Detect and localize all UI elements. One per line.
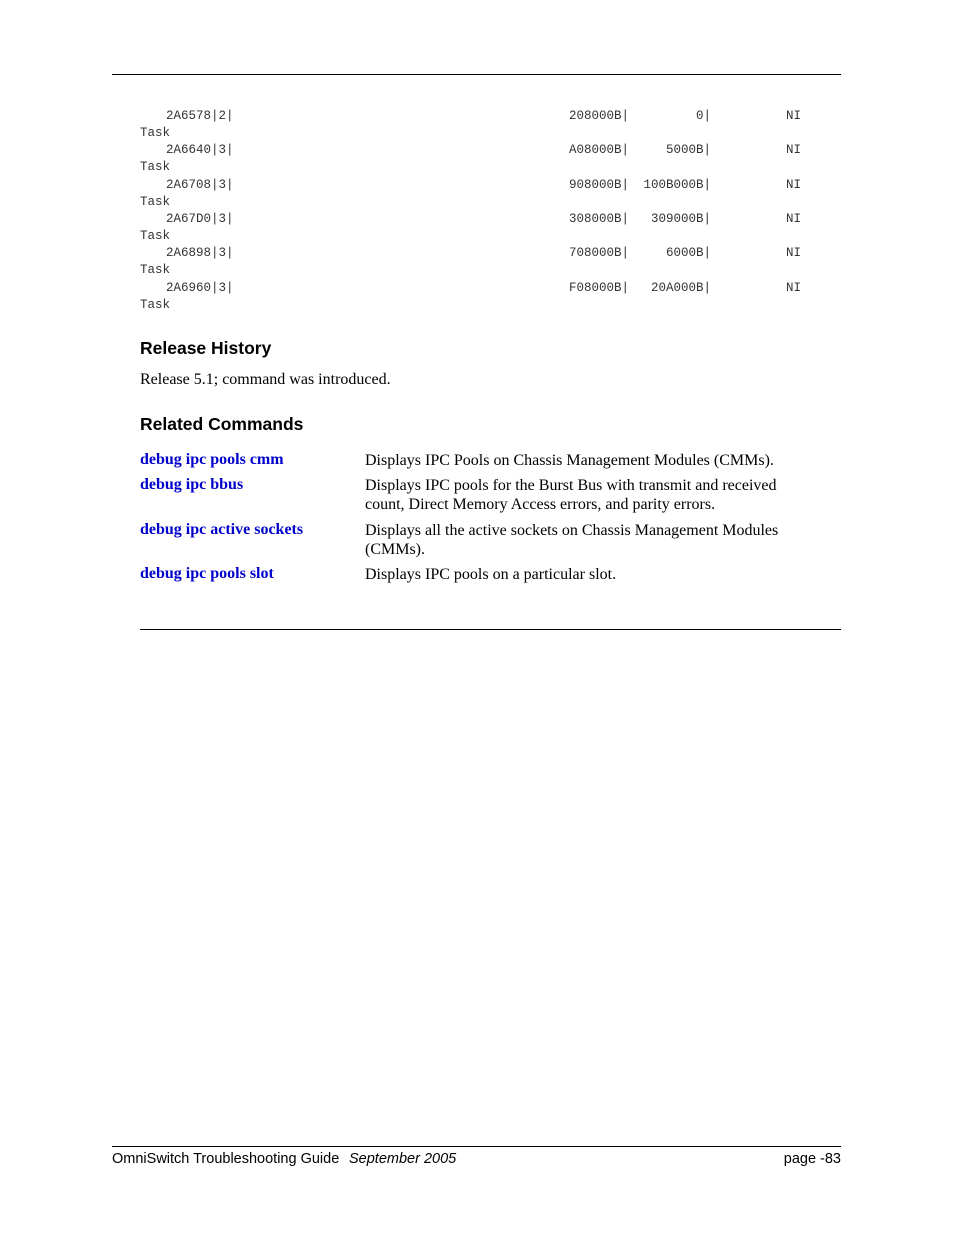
footer-guide-title: OmniSwitch Troubleshooting Guide xyxy=(112,1151,340,1167)
code-task-line: Task xyxy=(140,298,171,312)
related-command-description: Displays IPC pools on a particular slot. xyxy=(365,566,617,583)
related-commands-heading: Related Commands xyxy=(140,414,304,434)
related-command-link[interactable]: debug ipc pools cmm xyxy=(140,451,284,468)
code-row: 2A6898|3| 708000B| 6000B| NI xyxy=(166,246,802,260)
related-command-description: Displays IPC Pools on Chassis Management Modules (CMMs). xyxy=(365,452,774,469)
code-row: 2A6640|3| A08000B| 5000B| NI xyxy=(166,143,802,157)
code-task-line: Task xyxy=(140,160,171,174)
code-row: 2A67D0|3| 308000B| 309000B| NI xyxy=(166,212,802,226)
header-rule xyxy=(112,74,841,75)
related-command-description: Displays all the active sockets on Chassis Management Modules (CMMs). xyxy=(365,522,779,558)
code-task-line: Task xyxy=(140,229,171,243)
code-task-line: Task xyxy=(140,263,171,277)
footer-page-number: page -83 xyxy=(783,1151,841,1167)
release-history-heading: Release History xyxy=(140,338,272,358)
section-end-rule xyxy=(140,629,841,630)
code-row: 2A6960|3| F08000B| 20A000B| NI xyxy=(166,281,802,295)
related-command-link[interactable]: debug ipc bbus xyxy=(140,476,244,493)
related-command-link[interactable]: debug ipc pools slot xyxy=(140,565,274,582)
code-task-line: Task xyxy=(140,195,171,209)
footer-date: September 2005 xyxy=(349,1151,457,1167)
code-row: 2A6578|2| 208000B| 0| NI xyxy=(166,109,802,123)
related-command-description: Displays IPC pools for the Burst Bus with transmit and received count, Direct Memory Access errors, and parity errors. xyxy=(365,477,777,513)
footer-rule xyxy=(112,1146,841,1147)
code-row: 2A6708|3| 908000B| 100B000B| NI xyxy=(166,178,802,192)
code-task-line: Task xyxy=(140,126,171,140)
related-command-link[interactable]: debug ipc active sockets xyxy=(140,521,304,538)
release-history-text: Release 5.1; command was introduced. xyxy=(140,371,391,388)
